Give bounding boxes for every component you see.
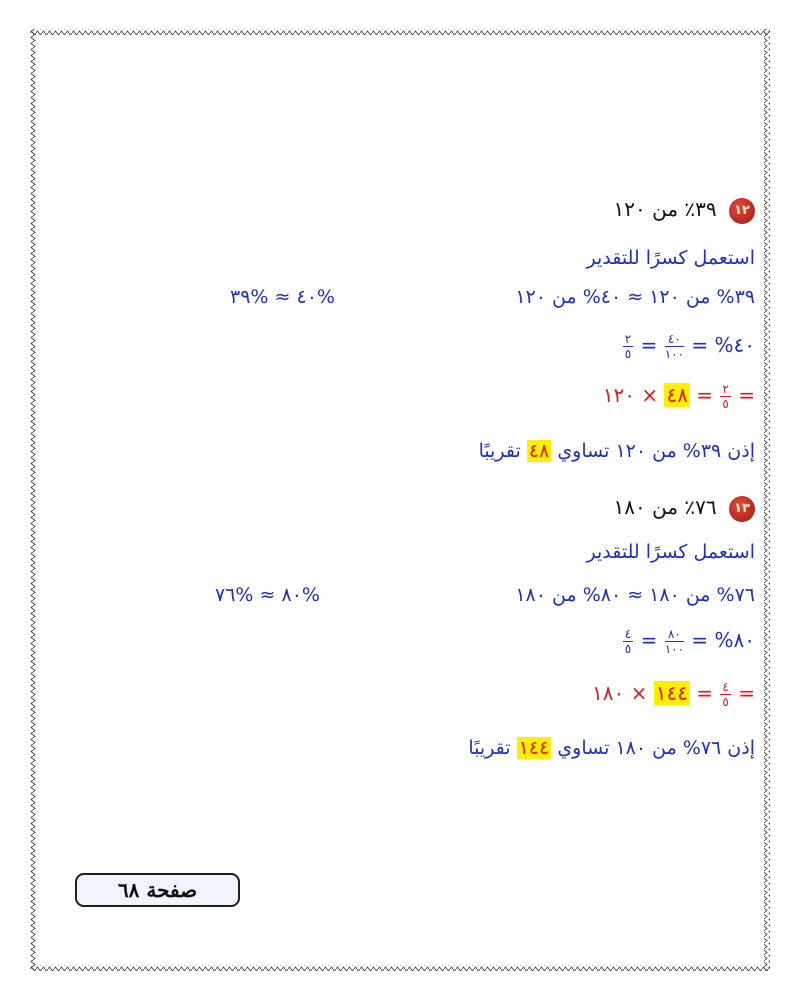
problem-number-badge: ١٢	[729, 198, 755, 224]
fraction: $\frac{٢}{٥}$	[722, 382, 729, 411]
problem-13-header	[614, 495, 755, 522]
problem-13-calc-line: ١٤٤ × ١٨٠ = $\frac{٤}{٥}$ =	[591, 680, 755, 709]
problem-12-instruction: استعمل كسرًا للتقدير	[586, 247, 755, 269]
result-highlight: ٤٨	[666, 383, 688, 407]
problem-13-approx-left: %٨٠ ≈ %٧٦	[215, 584, 320, 606]
page-number-label: صفحة ٦٨	[75, 873, 240, 907]
problem-12-title: ٣٩٪ من ١٢٠	[613, 197, 717, 221]
problem-number-badge: ١٣	[729, 496, 755, 522]
fraction: $\frac{٨٠}{١٠٠}$	[664, 627, 685, 656]
problem-13-approx-main: ٧٦% من ١٨٠ ≈ ٨٠% من ١٨٠	[515, 584, 755, 606]
result-highlight: ٤٨	[528, 440, 550, 462]
problem-12-conclusion: إذن ٣٩% من ١٢٠ تساوي ٤٨ تقريبًا	[478, 440, 755, 462]
problem-12-calc-line: ٤٨ × ١٢٠ = $\frac{٢}{٥}$ =	[602, 382, 755, 411]
problem-13-instruction: استعمل كسرًا للتقدير	[586, 541, 755, 563]
problem-13-fraction-line: $\frac{٤}{٥}$ = $\frac{٨٠}{١٠٠}$ = %٨٠	[624, 627, 755, 656]
result-highlight: ١٤٤	[655, 681, 688, 705]
problem-12-header	[614, 197, 755, 224]
problem-12-approx-left: %٤٠ ≈ %٣٩	[230, 286, 335, 308]
result-highlight: ١٤٤	[518, 737, 550, 759]
fraction: $\frac{٤٠}{١٠٠}$	[664, 332, 685, 361]
problem-12-approx-main: ٣٩% من ١٢٠ ≈ ٤٠% من ١٢٠	[515, 286, 755, 308]
fraction: $\frac{٤}{٥}$	[624, 627, 632, 656]
problem-13-title: ٧٦٪ من ١٨٠	[613, 495, 717, 519]
fraction: $\frac{٤}{٥}$	[722, 680, 729, 709]
problem-12-fraction-line: $\frac{٢}{٥}$ = $\frac{٤٠}{١٠٠}$ = %٤٠	[624, 332, 755, 361]
problem-13-conclusion: إذن ٧٦% من ١٨٠ تساوي ١٤٤ تقريبًا	[468, 737, 755, 759]
fraction: $\frac{٢}{٥}$	[624, 332, 632, 361]
